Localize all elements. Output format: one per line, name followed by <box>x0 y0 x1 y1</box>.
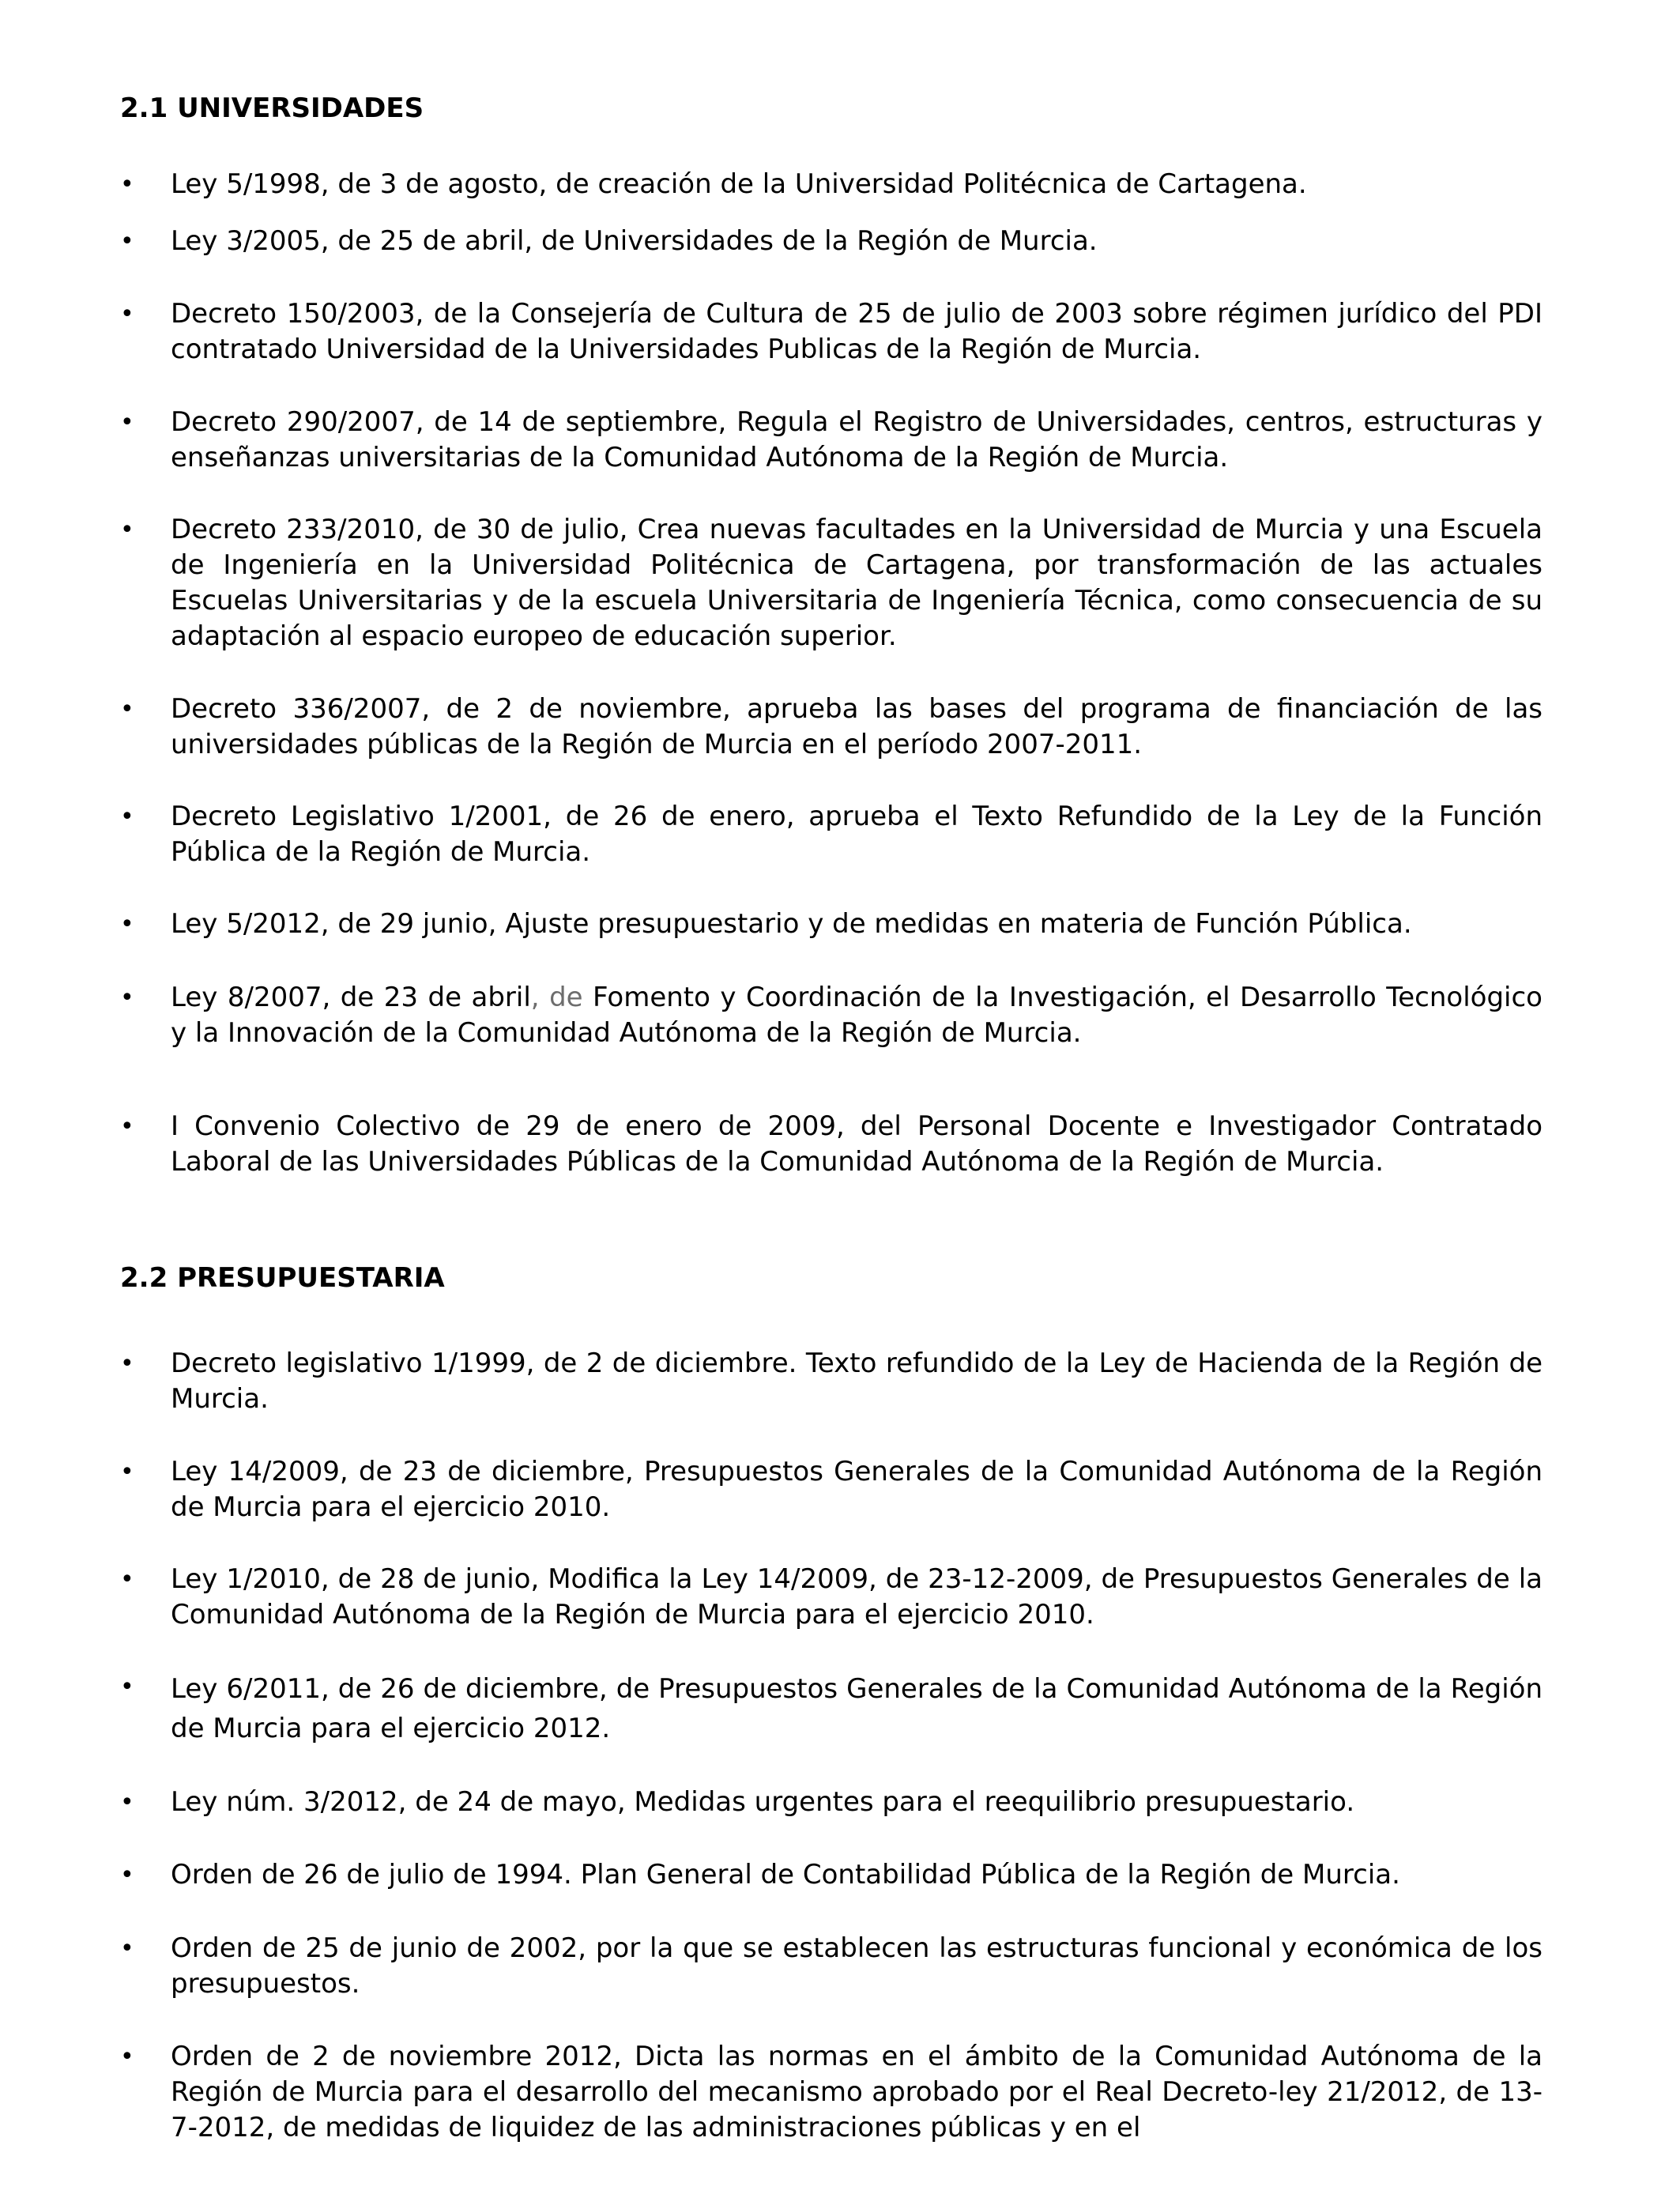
bullet-icon: • <box>120 910 134 938</box>
bullet-icon: • <box>120 300 134 328</box>
list-item-text: Orden de 26 de julio de 1994. Plan General de Contabilidad Pública de la Región de Murcia. <box>171 1859 1400 1891</box>
list-item-text-part: Fomento y Coordinación de la Investigación, el Desarrollo Tecnológico y la Innovación de la Comunidad Autónoma de la Región de Murcia. <box>171 982 1543 1049</box>
list-item-text-part-gray: , de <box>530 982 583 1013</box>
bullet-icon: • <box>120 1789 134 1816</box>
bullet-icon: • <box>120 171 134 198</box>
list-item-text: Orden de 2 de noviembre 2012, Dicta las normas en el ámbito de la Comunidad Autónoma de la Región de Murcia para el desarrollo del mecanismo aprobado por el Real Decreto-ley 21/2012, de 13-7-2012, de medidas de liquidez de las administraciones públicas y en el <box>171 2041 1543 2143</box>
list-item-text: Ley 5/1998, de 3 de agosto, de creación de la Universidad Politécnica de Cartagena. <box>171 168 1307 200</box>
bullet-icon: • <box>120 1113 134 1140</box>
bullet-icon: • <box>120 409 134 436</box>
list-item-text: Decreto 290/2007, de 14 de septiembre, Regula el Registro de Universidades, centros, estructuras y enseñanzas universitarias de la Comunidad Autónoma de la Región de Murcia. <box>171 406 1543 473</box>
list-item-text: Ley 3/2005, de 25 de abril, de Universidades de la Región de Murcia. <box>171 225 1098 257</box>
list-item-text: Decreto 336/2007, de 2 de noviembre, aprueba las bases del programa de financiación de las universidades públicas de la Región de Murcia en el período 2007-2011. <box>171 693 1543 760</box>
list-item-text: Orden de 25 de junio de 2002, por la que se establecen las estructuras funcional y económica de los presupuestos. <box>171 1932 1543 2000</box>
list-item-text: Decreto Legislativo 1/2001, de 26 de enero, aprueba el Texto Refundido de la Ley de la Función Pública de la Región de Murcia. <box>171 801 1543 868</box>
bullet-icon: • <box>120 1458 134 1486</box>
bullet-icon: • <box>120 1935 134 1962</box>
bullet-icon: • <box>120 516 134 544</box>
bullet-icon: • <box>120 2043 134 2071</box>
list-item-text: Ley 6/2011, de 26 de diciembre, de Presupuestos Generales de la Comunidad Autónoma de la Región de Murcia para el ejercicio 2012. <box>171 1673 1543 1744</box>
list-item-text: Ley núm. 3/2012, de 24 de mayo, Medidas urgentes para el reequilibrio presupuestario. <box>171 1786 1355 1818</box>
section-heading-presupuestaria: 2.2 PRESUPUESTARIA <box>120 1262 445 1294</box>
bullet-icon: • <box>120 1861 134 1889</box>
bullet-icon: • <box>120 803 134 831</box>
bullet-icon: • <box>120 1350 134 1378</box>
bullet-icon: • <box>120 984 134 1012</box>
bullet-icon: • <box>120 228 134 255</box>
list-item-text: I Convenio Colectivo de 29 de enero de 2009, del Personal Docente e Investigador Contratado Laboral de las Universidades Públicas de la Comunidad Autónoma de la Región de Murcia. <box>171 1110 1543 1178</box>
list-item-text <box>171 980 1543 1051</box>
list-item-text: Ley 14/2009, de 23 de diciembre, Presupuestos Generales de la Comunidad Autónoma de la Región de Murcia para el ejercicio 2010. <box>171 1456 1543 1523</box>
list-item-text: Decreto 233/2010, de 30 de julio, Crea nuevas facultades en la Universidad de Murcia y una Escuela de Ingeniería en la Universidad Politécnica de Cartagena, por transformación de las actuales Escuelas Universitarias y de la escuela Universitaria de Ingeniería Técnica, como consecuencia de su adaptación al espacio europeo de educación superior. <box>171 514 1543 652</box>
bullet-icon: • <box>120 1673 134 1701</box>
list-item-text: Decreto legislativo 1/1999, de 2 de diciembre. Texto refundido de la Ley de Hacienda de la Región de Murcia. <box>171 1348 1543 1415</box>
section-heading-universidades: 2.1 UNIVERSIDADES <box>120 92 424 124</box>
list-item-text: Ley 1/2010, de 28 de junio, Modifica la Ley 14/2009, de 23-12-2009, de Presupuestos Generales de la Comunidad Autónoma de la Región de Murcia para el ejercicio 2010. <box>171 1563 1543 1630</box>
list-item-text: Decreto 150/2003, de la Consejería de Cultura de 25 de julio de 2003 sobre régimen jurídico del PDI contratado Universidad de la Universidades Publicas de la Región de Murcia. <box>171 298 1543 365</box>
list-item-text-part: Ley 8/2007, de 23 de abril <box>171 982 531 1013</box>
bullet-icon: • <box>120 696 134 723</box>
list-item-text: Ley 5/2012, de 29 junio, Ajuste presupuestario y de medidas en materia de Función Pública. <box>171 908 1412 940</box>
bullet-icon: • <box>120 1566 134 1593</box>
